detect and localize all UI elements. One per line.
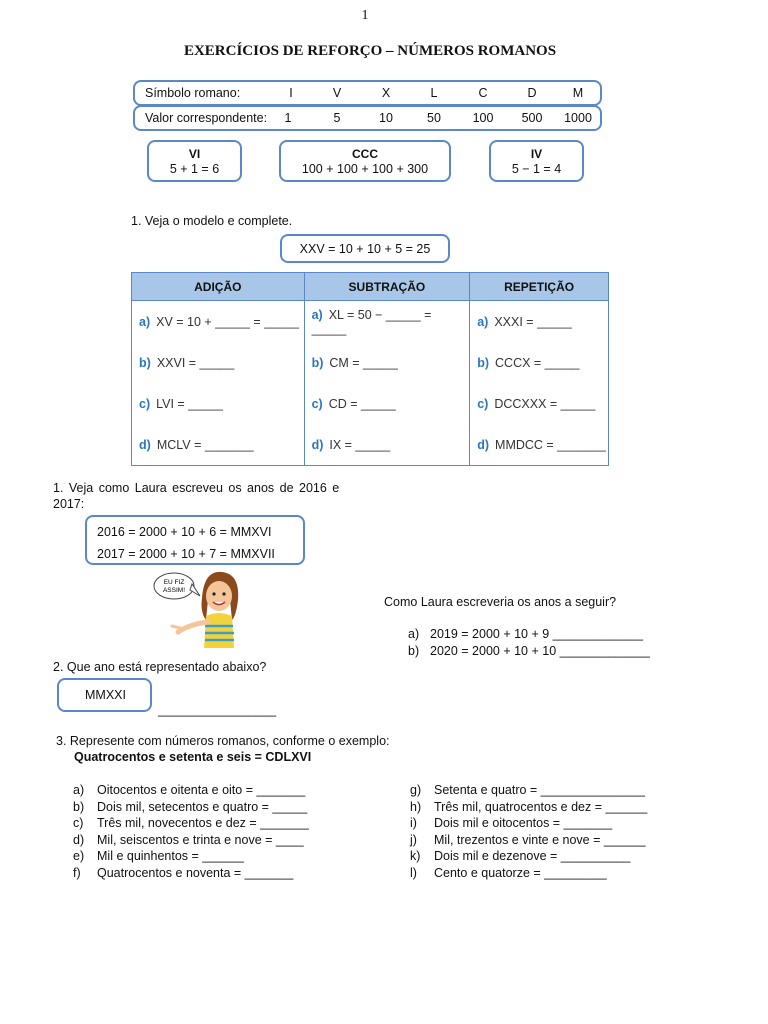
table-cell[interactable] <box>304 301 470 343</box>
item-text: XXVI = _____ <box>156 355 235 370</box>
item-key: a) <box>311 307 323 322</box>
shirt <box>204 613 234 648</box>
roman-value-row <box>133 105 602 131</box>
item-key: b) <box>408 644 420 658</box>
laura-example-2016: 2016 = 2000 + 10 + 6 = MMXVI <box>97 525 272 539</box>
header-repeticao: REPETIÇÃO <box>470 273 609 301</box>
item-text: IX = _____ <box>329 437 391 452</box>
roman-symbol: I <box>289 86 293 100</box>
list-item[interactable] <box>73 848 309 865</box>
item-text: 2019 = 2000 + 10 + 9 _____________ <box>430 627 644 641</box>
item-text: CCCX = _____ <box>495 355 580 370</box>
roman-value-label: Valor correspondente: <box>145 111 268 125</box>
item-key: a) <box>408 627 420 641</box>
exercise2-roman: MMXXI <box>85 688 126 702</box>
bubble-tail <box>190 584 200 596</box>
pointing-hand <box>172 626 180 628</box>
list-item[interactable] <box>410 782 647 799</box>
item-text: CM = _____ <box>329 355 398 370</box>
item-text: Mil e quinhentos = ______ <box>97 849 244 863</box>
header-subtracao: SUBTRAÇÃO <box>304 273 470 301</box>
item-text: Mil, trezentos e vinte e nove = ______ <box>434 832 646 847</box>
item-text: Oitocentos e oitenta e oito = _______ <box>97 783 306 797</box>
roman-value: 50 <box>427 111 441 125</box>
item-key: d) <box>139 437 151 452</box>
bubble-text: ASSIM! <box>162 587 186 594</box>
roman-symbol: V <box>332 86 342 100</box>
example-title: IV <box>530 147 543 161</box>
table-cell[interactable] <box>132 342 305 383</box>
laura-intro-line2: 2017: <box>53 497 85 511</box>
table-cell[interactable] <box>132 383 305 424</box>
list-item[interactable] <box>410 848 647 865</box>
item-text: 2020 = 2000 + 10 + 10 _____________ <box>430 644 651 658</box>
item-key: c) <box>73 816 84 830</box>
item-key: b) <box>139 355 151 370</box>
item-key: c) <box>477 396 489 411</box>
exercise2-question: 2. Que ano está representado abaixo? <box>53 660 267 674</box>
item-key: c) <box>139 396 151 411</box>
example-expression: 5 + 1 = 6 <box>169 162 220 176</box>
item-key: k) <box>410 849 421 863</box>
item-text: Três mil, novecentos e dez = _______ <box>97 816 309 830</box>
table-cell[interactable] <box>470 342 609 383</box>
item-key: d) <box>73 832 85 847</box>
item-key: e) <box>73 849 85 863</box>
exercise1-table <box>131 272 609 466</box>
item-text: Dois mil e oitocentos = _______ <box>434 816 613 830</box>
exercise3-instruction: 3. Represente com números romanos, conforme o exemplo: <box>56 734 390 748</box>
item-text: XXXI = _____ <box>494 314 572 329</box>
header-adicao: ADIÇÃO <box>132 273 305 301</box>
table-row <box>132 342 609 383</box>
item-key: c) <box>311 396 323 411</box>
example-expression: 5 − 1 = 4 <box>511 162 562 176</box>
item-key: b) <box>477 355 490 370</box>
item-key: h) <box>410 799 422 814</box>
table-cell[interactable] <box>470 301 609 343</box>
laura-example-2017: 2017 = 2000 + 10 + 7 = MMXVII <box>97 547 275 561</box>
table-cell[interactable] <box>304 342 470 383</box>
roman-value: 1 <box>284 111 292 125</box>
example-title: VI <box>188 147 201 161</box>
item-text: XL = 50 − _____ = _____ <box>311 307 432 336</box>
item-text: Dois mil e dezenove = __________ <box>434 849 631 863</box>
item-text: Quatrocentos e noventa = _______ <box>97 865 294 880</box>
eye <box>212 592 215 595</box>
exercise2-roman-box <box>57 678 152 712</box>
list-item[interactable] <box>410 865 647 882</box>
roman-value: 5 <box>333 111 341 125</box>
item-key: l) <box>410 865 417 880</box>
table-cell[interactable] <box>470 424 609 466</box>
list-item[interactable] <box>73 782 309 799</box>
item-text: Cento e quatorze = _________ <box>434 865 607 880</box>
table-cell[interactable] <box>304 383 470 424</box>
table-cell[interactable] <box>304 424 470 466</box>
item-key: d) <box>311 437 324 452</box>
laura-item-a <box>408 627 643 641</box>
example-box-iv <box>489 140 584 182</box>
model-expression: XXV = 10 + 10 + 5 = 25 <box>299 241 431 256</box>
item-text: Setenta e quatro = _______________ <box>434 783 645 797</box>
laura-illustration <box>150 566 246 654</box>
roman-symbol-row <box>133 80 602 106</box>
example-box-vi <box>147 140 242 182</box>
table-row <box>132 424 609 466</box>
list-item[interactable] <box>73 865 309 882</box>
roman-symbol: C <box>478 86 488 100</box>
roman-symbol-label: Símbolo romano: <box>145 86 241 100</box>
example-expression: 100 + 100 + 100 + 300 <box>301 162 429 176</box>
item-key: d) <box>477 437 490 452</box>
roman-symbol: M <box>572 86 584 100</box>
roman-value: 500 <box>521 111 543 125</box>
item-text: MMDCC = _______ <box>495 437 606 452</box>
page-title: EXERCÍCIOS DE REFORÇO – NÚMEROS ROMANOS <box>183 43 557 59</box>
roman-value: 10 <box>379 111 393 125</box>
roman-value: 1000 <box>564 111 592 125</box>
smile <box>213 602 225 605</box>
table-row <box>132 383 609 424</box>
table-cell[interactable] <box>470 383 609 424</box>
roman-value: 100 <box>472 111 494 125</box>
exercise3-right-list <box>410 782 647 881</box>
exercise3-left-list <box>73 782 309 881</box>
item-key: a) <box>139 314 151 329</box>
exercise3-example: Quatrocentos e setenta e seis = CDLXVI <box>74 750 312 764</box>
page-number: 1 <box>361 8 369 23</box>
item-key: a) <box>73 783 85 797</box>
eye <box>222 592 225 595</box>
table-row <box>132 301 609 343</box>
laura-intro-line1: 1. Veja como Laura escreveu os anos de 2016 e <box>53 481 340 495</box>
item-text: LVI = _____ <box>156 396 223 411</box>
face <box>206 581 232 611</box>
item-text: Mil, seiscentos e trinta e nove = ____ <box>97 832 304 847</box>
item-text: XV = 10 + _____ = _____ <box>156 314 299 329</box>
laura-example-box <box>85 515 305 565</box>
item-key: a) <box>477 314 489 329</box>
item-text: DCCXXX = _____ <box>494 396 596 411</box>
laura-question: Como Laura escreveria os anos a seguir? <box>384 595 617 609</box>
bubble-text: EU FIZ <box>163 579 185 586</box>
item-text: CD = _____ <box>328 396 396 411</box>
roman-symbol: L <box>430 86 438 100</box>
example-box-ccc <box>279 140 451 182</box>
list-item[interactable] <box>410 815 647 832</box>
item-key: j) <box>410 832 417 847</box>
item-key: b) <box>73 799 85 814</box>
item-text: MCLV = _______ <box>156 437 254 452</box>
roman-symbol: X <box>381 86 391 100</box>
example-title: CCC <box>352 147 378 161</box>
item-text: Dois mil, setecentos e quatro = _____ <box>97 799 308 814</box>
laura-item-b <box>408 644 650 658</box>
item-key: b) <box>311 355 324 370</box>
list-item[interactable] <box>410 799 647 816</box>
item-text: Três mil, quatrocentos e dez = ______ <box>434 799 648 814</box>
list-item[interactable] <box>73 815 309 832</box>
item-key: i) <box>410 816 417 830</box>
list-item[interactable] <box>73 832 309 849</box>
exercise2-answer-blank[interactable]: _________________ <box>158 703 277 717</box>
roman-symbol: D <box>527 86 537 100</box>
arm <box>178 622 208 632</box>
list-item[interactable] <box>73 799 309 816</box>
list-item[interactable] <box>410 832 647 849</box>
model-box <box>280 234 450 263</box>
speech-bubble <box>154 573 194 599</box>
table-cell[interactable] <box>132 424 305 466</box>
item-key: g) <box>410 783 422 797</box>
item-key: f) <box>73 865 81 880</box>
table-cell[interactable] <box>132 301 305 343</box>
exercise1-instruction: 1. Veja o modelo e complete. <box>131 214 293 228</box>
